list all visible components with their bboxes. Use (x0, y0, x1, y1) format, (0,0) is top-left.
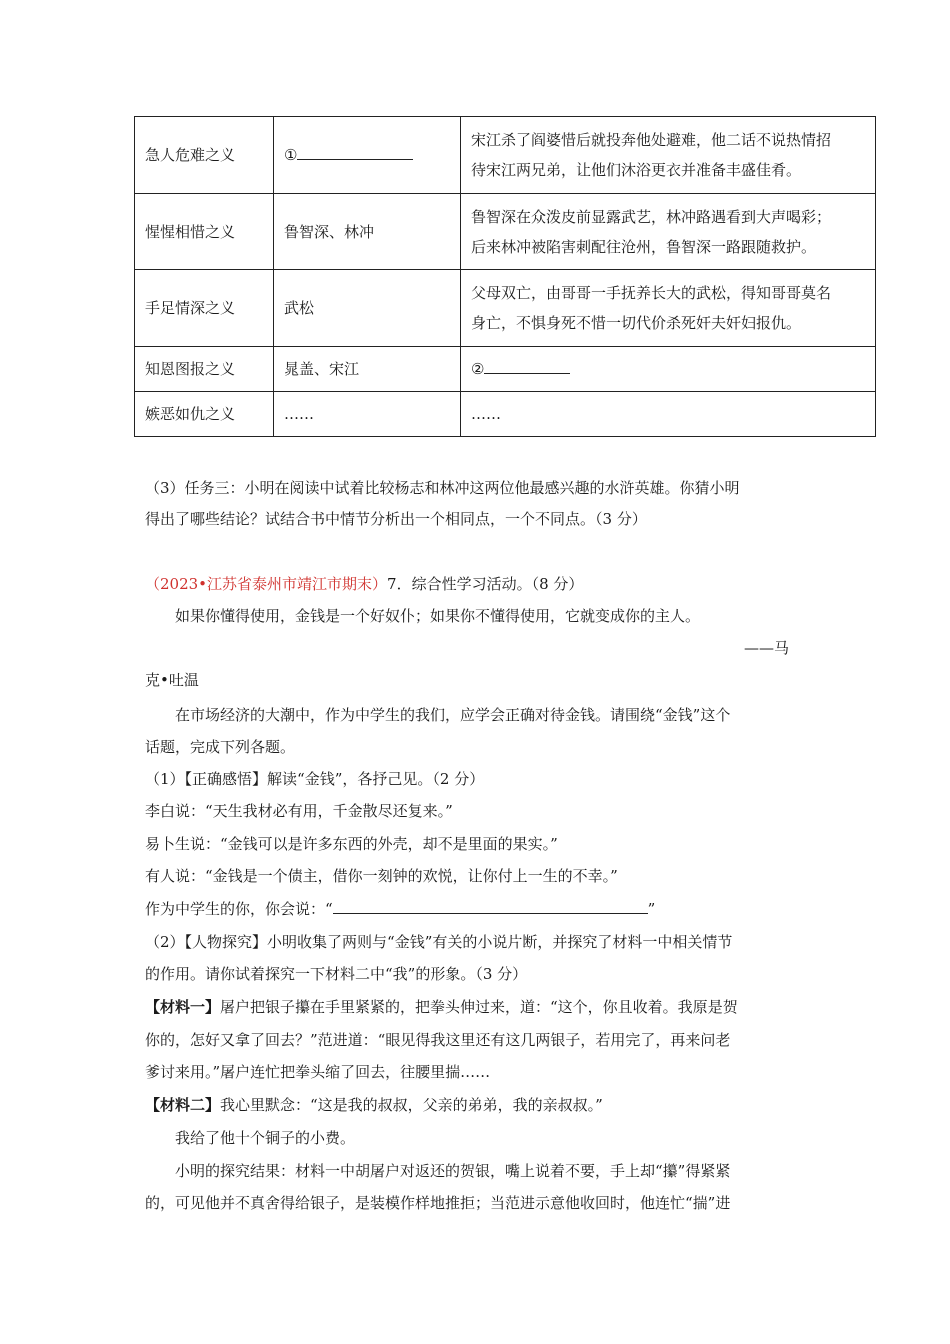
material2-line2: 我给了他十个铜子的小费。 (175, 1129, 356, 1147)
yi-desc: …… (461, 392, 876, 437)
part1-tag: （1）【正确感悟】 (145, 770, 268, 788)
part2-rest: 小明收集了两则与“金钱”有关的小说片断，并探究了材料一中相关情节 (267, 933, 733, 951)
your-saying-prefix: 作为中学生的你，你会说：“ (145, 900, 333, 918)
yi-table (134, 116, 876, 437)
task3-line1: （3）任务三：小明在阅读中试着比较杨志和林冲这两位他最感兴趣的水浒英雄。你猜小明 (145, 479, 740, 497)
libai-quote: 李白说：“天生我材必有用，千金散尽还复来。” (145, 802, 453, 820)
yi-people: 鲁智深、林冲 (274, 194, 461, 270)
desc-line: 鲁智深在众泼皮前显露武艺，林冲路遇看到大声喝彩； (471, 207, 832, 226)
answer-blank-3[interactable] (333, 895, 648, 914)
blank-marker: ① (284, 146, 298, 164)
desc-line: 宋江杀了阎婆惜后就投奔他处避难，他二话不说热情招 (471, 131, 832, 149)
table-row (135, 392, 876, 437)
part2-line1 (145, 927, 810, 958)
answer-blank-2[interactable] (484, 355, 570, 374)
table-row (135, 270, 876, 347)
yi-type: 急人危难之义 (135, 117, 274, 194)
epigraph-quote: 如果你懂得使用，金钱是一个好奴仆；如果你不懂得使用，它就变成你的主人。 (175, 607, 701, 625)
yi-people: 晁盖、宋江 (274, 347, 461, 392)
answer-blank-1[interactable] (297, 141, 413, 160)
q7-title: 7．综合性学习活动。（8 分） (387, 575, 584, 593)
table-row (135, 347, 876, 392)
material1-line1 (145, 992, 810, 1023)
your-saying-suffix: ” (647, 900, 656, 918)
yi-desc (461, 117, 876, 194)
yi-desc (461, 270, 876, 347)
yi-desc (461, 347, 876, 392)
part1-heading (145, 764, 810, 795)
yi-type: 知恩图报之义 (135, 347, 274, 392)
desc-line: 待宋江两兄弟，让他们沐浴更衣并准备丰盛佳肴。 (471, 161, 802, 179)
part2-line2: 的作用。请你试着探究一下材料二中“我”的形象。（3 分） (145, 965, 528, 983)
ibsen-quote: 易卜生说：“金钱可以是许多东西的外壳，却不是里面的果实。” (145, 835, 558, 853)
table-row (135, 194, 876, 270)
task3-line2: 得出了哪些结论？试结合书中情节分析出一个相同点，一个不同点。（3 分） (145, 510, 647, 528)
part1-rest: 解读“金钱”，各抒己见。（2 分） (267, 770, 485, 788)
table-row (135, 117, 876, 194)
material1-line3: 爹讨来用。”屠户连忙把拳头缩了回去，往腰里揣…… (145, 1063, 491, 1081)
desc-line: 身亡，不惧身死不惜一切代价杀死奸夫奸妇报仇。 (471, 314, 802, 332)
yi-type: 嫉恶如仇之义 (135, 392, 274, 437)
yi-type: 惺惺相惜之义 (135, 194, 274, 270)
epigraph-author-a: ——马 (744, 639, 790, 657)
your-saying (145, 894, 810, 925)
blank-marker: ② (471, 360, 485, 378)
q7-heading (145, 569, 810, 600)
desc-line: 父母双亡，由哥哥一手抚养长大的武松，得知哥哥莫名 (471, 284, 832, 302)
yi-desc (461, 194, 876, 270)
result-line2: 的，可见他并不真舍得给银子，是装模作样地推拒；当范进示意他收回时，他连忙“揣”进 (145, 1194, 731, 1212)
someone-quote: 有人说：“金钱是一个债主，借你一刻钟的欢悦，让你付上一生的不幸。” (145, 867, 618, 885)
material2-line1 (145, 1090, 810, 1121)
material1-tag: 【材料一】 (145, 998, 221, 1016)
material1-text: 屠户把银子攥在手里紧紧的，把拳头伸过来，道：“这个，你且收着。我原是贺 (220, 998, 738, 1016)
intro-line2: 话题，完成下列各题。 (145, 738, 296, 756)
yi-type: 手足情深之义 (135, 270, 274, 347)
epigraph-author-b: 克•吐温 (145, 671, 199, 689)
material1-line2: 你的，怎好又拿了回去？”范进道：“眼见得我这里还有这几两银子，若用完了，再来问老 (145, 1031, 731, 1049)
yi-people: …… (274, 392, 461, 437)
material2-text: 我心里默念：“这是我的叔叔，父亲的弟弟，我的亲叔叔。” (220, 1096, 603, 1114)
part2-tag: （2）【人物探究】 (145, 933, 268, 951)
result-line1: 小明的探究结果：材料一中胡屠户对返还的贺银，嘴上说着不要，手上却“攥”得紧紧 (175, 1162, 731, 1180)
intro-line1: 在市场经济的大潮中，作为中学生的我们，应学会正确对待金钱。请围绕“金钱”这个 (175, 706, 731, 724)
desc-line: 后来林冲被陷害刺配往沧州，鲁智深一路跟随救护。 (471, 237, 817, 256)
yi-people (274, 117, 461, 194)
q7-source: （2023•江苏省泰州市靖江市期末） (145, 575, 388, 593)
yi-people: 武松 (274, 270, 461, 347)
material2-tag: 【材料二】 (145, 1096, 221, 1114)
